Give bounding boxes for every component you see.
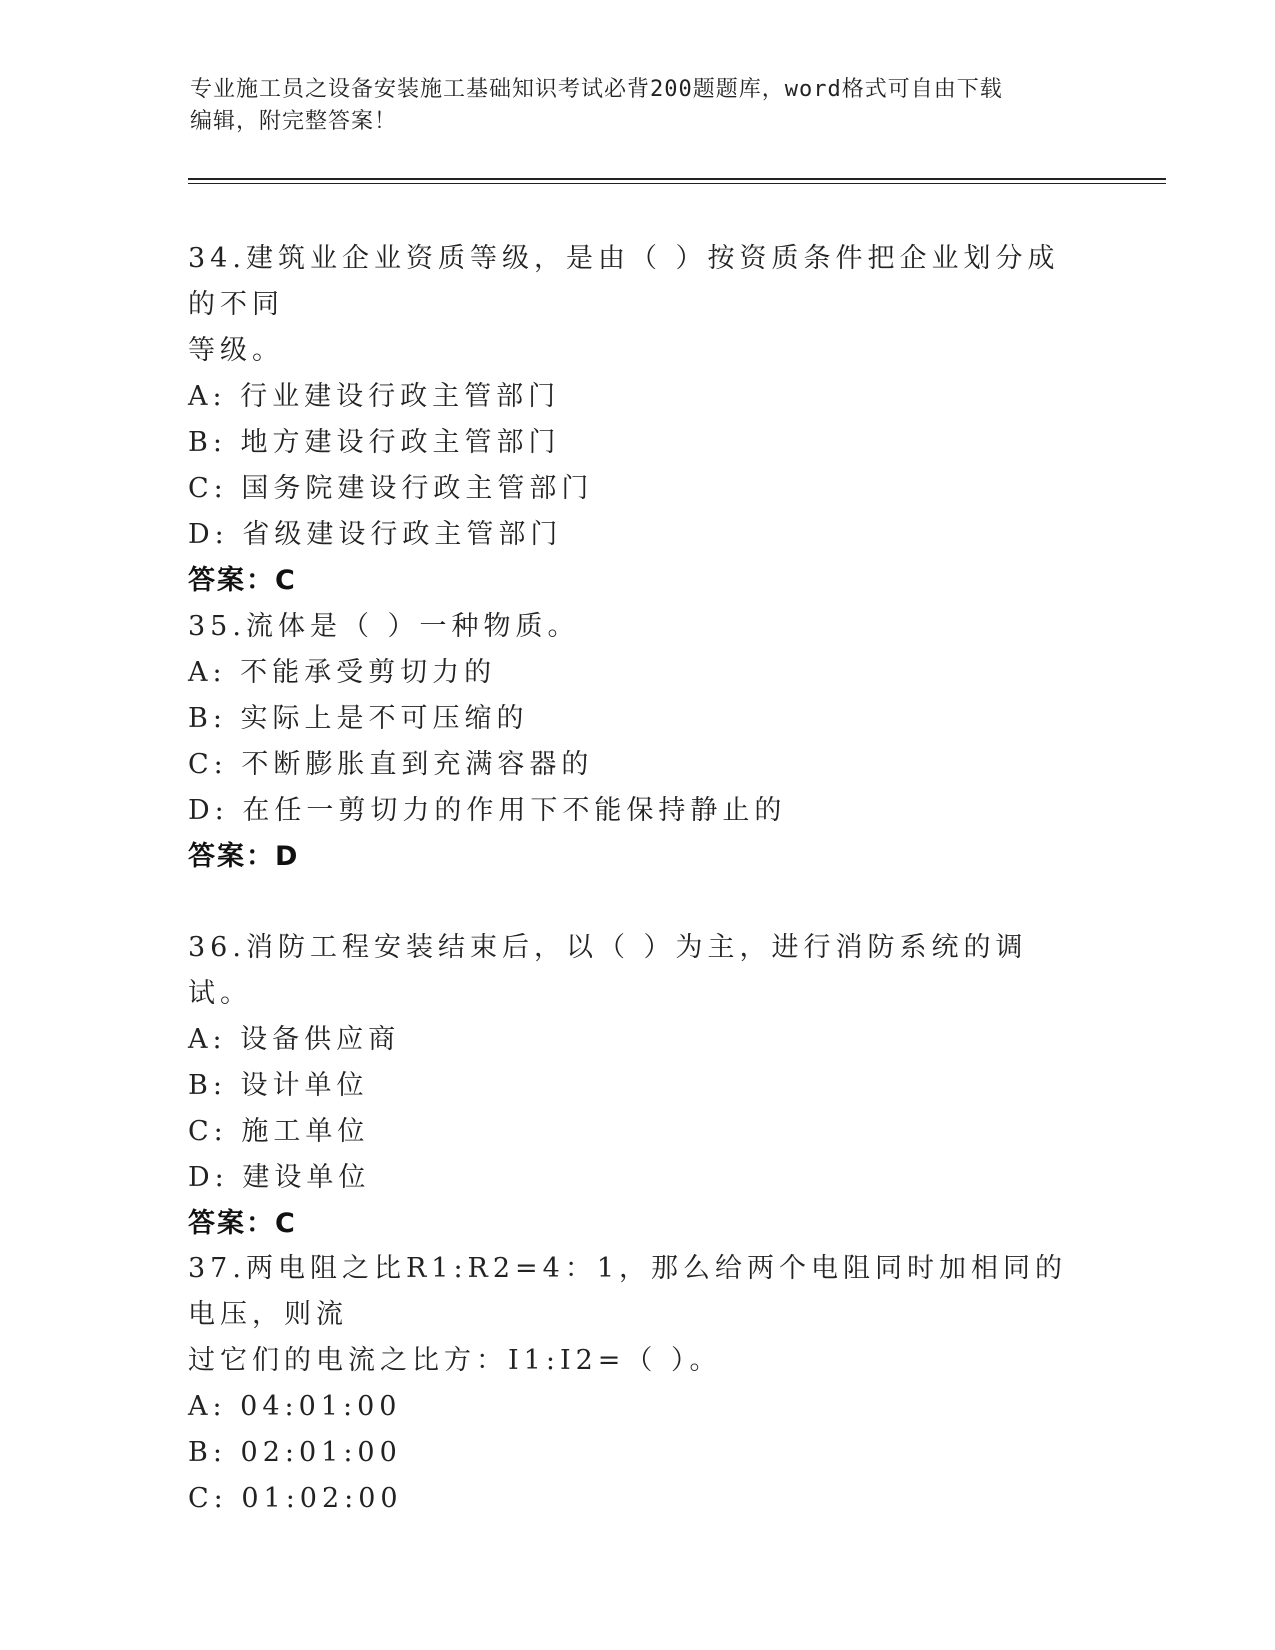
answer-label: 答案：D bbox=[188, 841, 300, 872]
header-divider-thin bbox=[188, 183, 1166, 184]
question-stem: 35.流体是（ ）一种物质。 bbox=[188, 611, 580, 642]
question-stem: 36.消防工程安装结束后，以（ ）为主，进行消防系统的调试。 bbox=[188, 932, 1028, 1009]
answer-label: 答案：C bbox=[188, 1208, 297, 1239]
question-stem: 34.建筑业企业资质等级，是由（ ）按资质条件把企业划分成的不同 bbox=[188, 243, 1060, 320]
question-stem-continued: 过它们的电流之比方：I1:I2=（ ）。 bbox=[188, 1345, 722, 1376]
option-c: C: 国务院建设行政主管部门 bbox=[188, 473, 594, 504]
option-c: C: 施工单位 bbox=[188, 1116, 370, 1147]
option-a: A: 不能承受剪切力的 bbox=[188, 657, 497, 688]
option-d: D: 建设单位 bbox=[188, 1162, 371, 1193]
option-b: B: 地方建设行政主管部门 bbox=[188, 427, 561, 458]
header-line-1: 专业施工员之设备安装施工基础知识考试必背200题题库，word格式可自由下载 bbox=[190, 77, 1003, 102]
header-divider-thick bbox=[188, 178, 1166, 180]
option-a: A: 行业建设行政主管部门 bbox=[188, 381, 561, 412]
question-stem-continued: 等级。 bbox=[188, 335, 284, 366]
option-d: D: 省级建设行政主管部门 bbox=[188, 519, 563, 550]
option-a: A: 04:01:00 bbox=[188, 1391, 402, 1422]
option-c: C: 不断膨胀直到充满容器的 bbox=[188, 749, 594, 780]
option-b: B: 实际上是不可压缩的 bbox=[188, 703, 529, 734]
question-36 bbox=[188, 925, 1088, 1247]
document-header bbox=[190, 74, 1090, 138]
option-d: D: 在任一剪切力的作用下不能保持静止的 bbox=[188, 795, 787, 826]
question-34 bbox=[188, 236, 1088, 604]
option-c: C: 01:02:00 bbox=[188, 1483, 403, 1514]
option-b: B: 02:01:00 bbox=[188, 1437, 402, 1468]
header-line-2: 编辑，附完整答案！ bbox=[190, 109, 398, 134]
option-a: A: 设备供应商 bbox=[188, 1024, 401, 1055]
question-stem: 37.两电阻之比R1:R2=4：1，那么给两个电阻同时加相同的电压，则流 bbox=[188, 1253, 1068, 1330]
answer-label: 答案：C bbox=[188, 565, 297, 596]
question-37 bbox=[188, 1246, 1088, 1522]
option-b: B: 设计单位 bbox=[188, 1070, 369, 1101]
question-35 bbox=[188, 604, 1088, 880]
